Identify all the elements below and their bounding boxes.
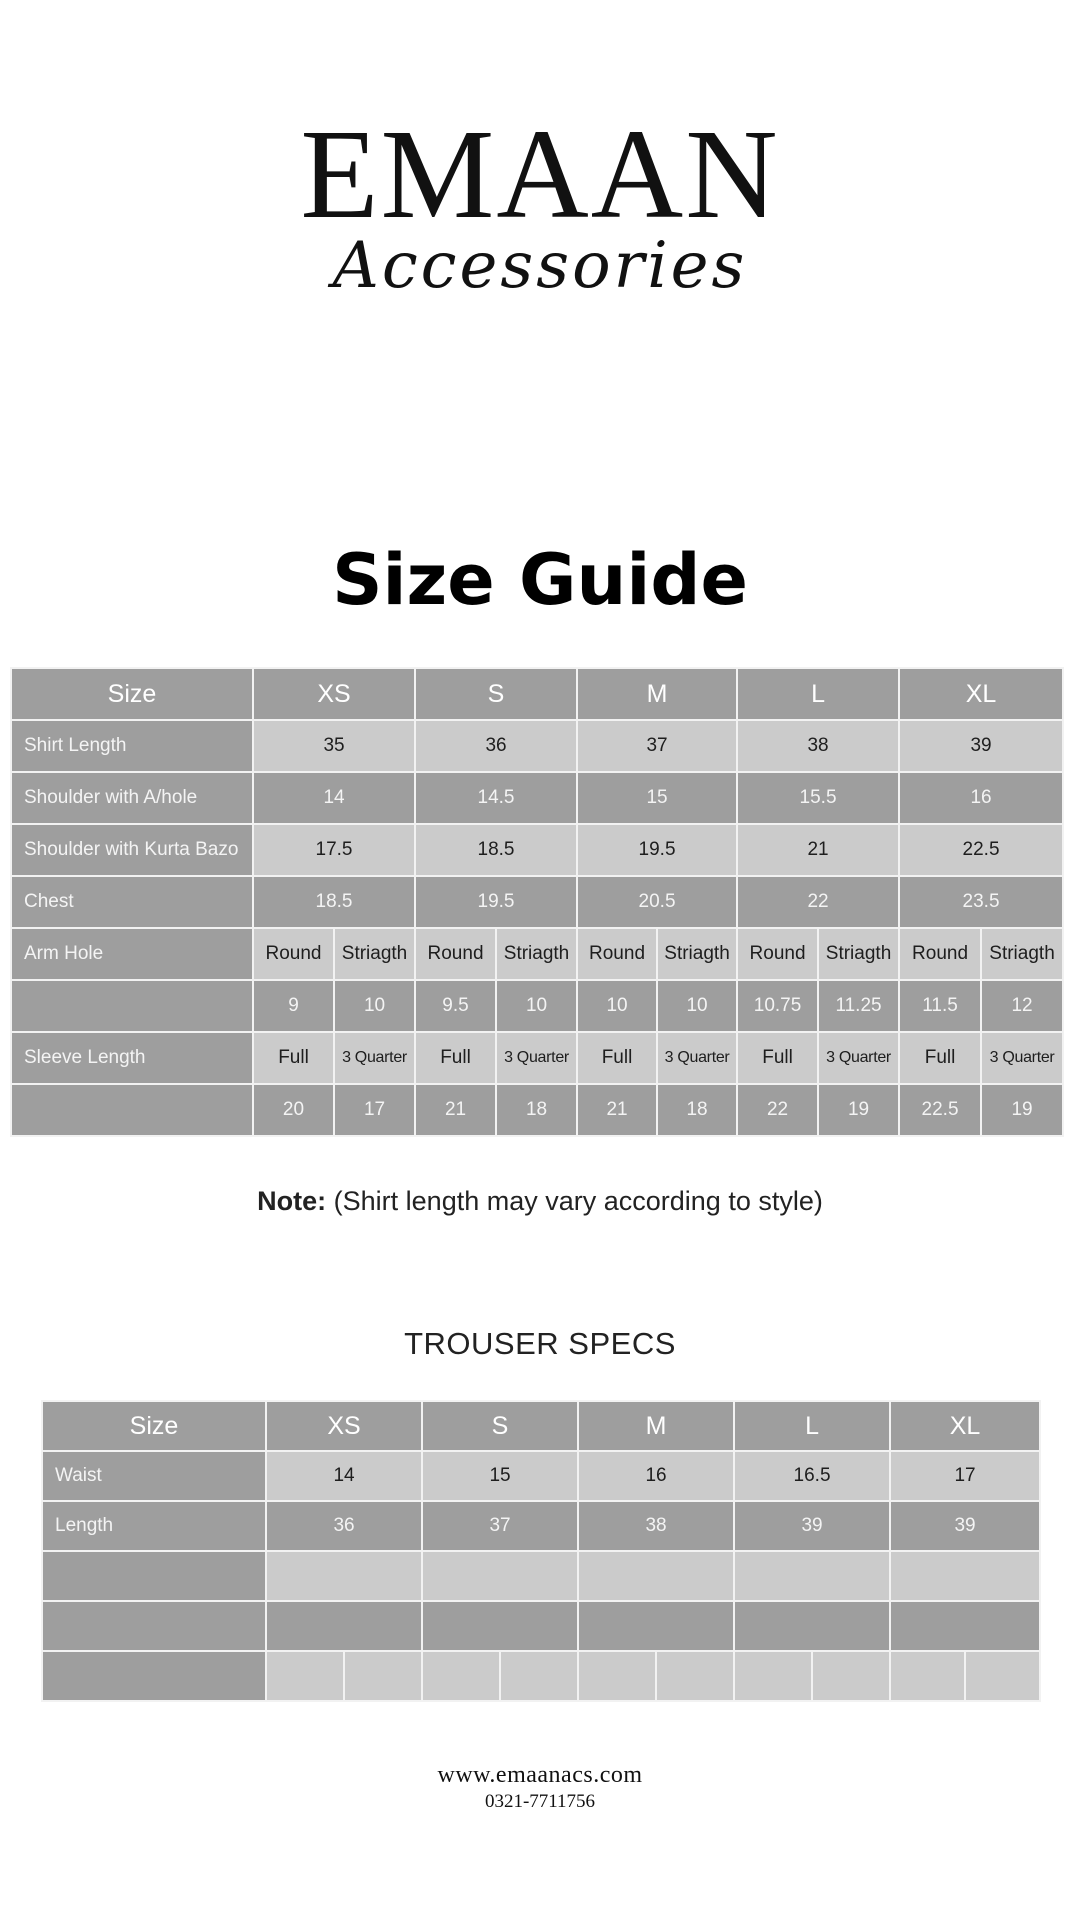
table-row	[11, 720, 1063, 772]
row-label: Shoulder with Kurta Bazo	[11, 824, 253, 876]
table-row	[11, 928, 1063, 980]
table-cell: 15.5	[737, 772, 899, 824]
table-row	[11, 824, 1063, 876]
row-label: Sleeve Length	[11, 1032, 253, 1084]
table-cell	[656, 1651, 734, 1701]
table-cell: Round	[899, 928, 981, 980]
table-cell: 39	[899, 720, 1063, 772]
table-cell	[422, 1651, 500, 1701]
table-row	[42, 1551, 1040, 1601]
table-cell: 9	[253, 980, 334, 1032]
phone-number: 0321-7711756	[484, 1791, 596, 1812]
table-cell: 18.5	[253, 876, 415, 928]
table-cell	[500, 1651, 578, 1701]
row-label	[42, 1651, 266, 1701]
header-cell: M	[578, 1401, 734, 1451]
table-cell: 10.75	[737, 980, 818, 1032]
table-cell: 17	[890, 1451, 1040, 1501]
table-cell	[734, 1601, 890, 1651]
table-cell: 11.5	[899, 980, 981, 1032]
table-cell: 9.5	[415, 980, 496, 1032]
table-cell: 3 Quarter	[334, 1032, 415, 1084]
table-cell: Round	[737, 928, 818, 980]
table-cell	[266, 1651, 344, 1701]
size-guide-table	[10, 667, 1064, 1137]
brand-tagline: Accessories	[332, 229, 748, 303]
table-cell: Striagth	[818, 928, 899, 980]
table-cell: 10	[496, 980, 577, 1032]
table-cell: 22	[737, 876, 899, 928]
table-row	[42, 1651, 1040, 1701]
table-row	[42, 1451, 1040, 1501]
table-cell	[890, 1651, 965, 1701]
row-label: Length	[42, 1501, 266, 1551]
table-cell	[422, 1601, 578, 1651]
table-cell: 22.5	[899, 1084, 981, 1136]
header-cell: S	[422, 1401, 578, 1451]
table-cell: 21	[415, 1084, 496, 1136]
table-cell	[422, 1551, 578, 1601]
website-link[interactable]: www.emaanacs.com	[437, 1762, 643, 1788]
table-cell: Full	[577, 1032, 657, 1084]
row-label: Shoulder with A/hole	[11, 772, 253, 824]
header-cell: Size	[42, 1401, 266, 1451]
row-label	[11, 1084, 253, 1136]
table-cell	[734, 1651, 812, 1701]
brand-name: EMAAN	[300, 103, 780, 245]
table-row	[11, 980, 1063, 1032]
trouser-specs-table	[41, 1400, 1041, 1702]
table-cell	[266, 1551, 422, 1601]
table-cell: Striagth	[334, 928, 415, 980]
table-row	[11, 1032, 1063, 1084]
table-cell: 16	[899, 772, 1063, 824]
table-cell: 18	[657, 1084, 737, 1136]
table-row	[11, 772, 1063, 824]
header-cell: L	[737, 668, 899, 720]
table-cell: Striagth	[981, 928, 1063, 980]
table-cell: 10	[334, 980, 415, 1032]
table-cell: Round	[415, 928, 496, 980]
table-cell: 19	[981, 1084, 1063, 1136]
table-cell: Full	[899, 1032, 981, 1084]
table-cell: 37	[422, 1501, 578, 1551]
table-cell: 36	[415, 720, 577, 772]
row-label: Chest	[11, 876, 253, 928]
table-row	[42, 1601, 1040, 1651]
table-cell: 37	[577, 720, 737, 772]
trouser-title: TROUSER SPECS	[404, 1326, 676, 1361]
table-cell: 15	[577, 772, 737, 824]
table-cell	[890, 1551, 1040, 1601]
table-cell: 15	[422, 1451, 578, 1501]
table-cell: 11.25	[818, 980, 899, 1032]
header-cell: M	[577, 668, 737, 720]
footer	[0, 1762, 1080, 1813]
table-cell: Striagth	[657, 928, 737, 980]
table-cell: Round	[577, 928, 657, 980]
table-row	[42, 1501, 1040, 1551]
header-cell: XS	[253, 668, 415, 720]
table-cell: 23.5	[899, 876, 1063, 928]
header-cell: XL	[890, 1401, 1040, 1451]
table-cell: 22.5	[899, 824, 1063, 876]
table-cell: 19.5	[577, 824, 737, 876]
table-cell: 36	[266, 1501, 422, 1551]
row-label	[42, 1601, 266, 1651]
note-label: Note:	[257, 1186, 327, 1216]
header-cell: S	[415, 668, 577, 720]
table-cell: 10	[657, 980, 737, 1032]
table-cell: 39	[890, 1501, 1040, 1551]
table-cell: 18.5	[415, 824, 577, 876]
table-cell: 38	[737, 720, 899, 772]
table-cell: 14	[266, 1451, 422, 1501]
table-cell: 17	[334, 1084, 415, 1136]
table-cell: 21	[737, 824, 899, 876]
header-cell: XS	[266, 1401, 422, 1451]
header-cell: L	[734, 1401, 890, 1451]
table-cell: Full	[737, 1032, 818, 1084]
note-text: (Shirt length may vary according to style)	[333, 1186, 823, 1216]
table-cell: 12	[981, 980, 1063, 1032]
table-cell	[890, 1601, 1040, 1651]
table-cell: 3 Quarter	[818, 1032, 899, 1084]
table-cell: Full	[253, 1032, 334, 1084]
table-cell	[734, 1551, 890, 1601]
table-cell: 16	[578, 1451, 734, 1501]
table-cell	[578, 1551, 734, 1601]
header-cell: Size	[11, 668, 253, 720]
table-cell: 21	[577, 1084, 657, 1136]
table-cell	[812, 1651, 890, 1701]
table-cell	[266, 1601, 422, 1651]
row-label	[42, 1551, 266, 1601]
table-cell	[344, 1651, 422, 1701]
trouser-header-row	[42, 1401, 1040, 1451]
page-title: Size Guide	[332, 539, 748, 621]
table-row	[11, 876, 1063, 928]
table-cell: 3 Quarter	[496, 1032, 577, 1084]
table-cell: 14.5	[415, 772, 577, 824]
row-label: Arm Hole	[11, 928, 253, 980]
table-cell: Full	[415, 1032, 496, 1084]
table-cell: 20.5	[577, 876, 737, 928]
table-cell: Round	[253, 928, 334, 980]
row-label	[11, 980, 253, 1032]
table-cell: 19	[818, 1084, 899, 1136]
table-row	[11, 1084, 1063, 1136]
table-cell: Striagth	[496, 928, 577, 980]
table-cell: 20	[253, 1084, 334, 1136]
size-header-row	[11, 668, 1063, 720]
header-cell: XL	[899, 668, 1063, 720]
table-cell: 19.5	[415, 876, 577, 928]
table-cell	[965, 1651, 1040, 1701]
brand-logo	[0, 103, 1080, 303]
row-label: Shirt Length	[11, 720, 253, 772]
size-note	[0, 1186, 1080, 1217]
table-cell: 16.5	[734, 1451, 890, 1501]
table-cell: 18	[496, 1084, 577, 1136]
table-cell: 22	[737, 1084, 818, 1136]
table-cell: 17.5	[253, 824, 415, 876]
table-cell: 14	[253, 772, 415, 824]
table-cell: 3 Quarter	[657, 1032, 737, 1084]
table-cell: 10	[577, 980, 657, 1032]
table-cell	[578, 1651, 656, 1701]
table-cell: 35	[253, 720, 415, 772]
table-cell: 3 Quarter	[981, 1032, 1063, 1084]
table-cell: 38	[578, 1501, 734, 1551]
table-cell: 39	[734, 1501, 890, 1551]
row-label: Waist	[42, 1451, 266, 1501]
table-cell	[578, 1601, 734, 1651]
